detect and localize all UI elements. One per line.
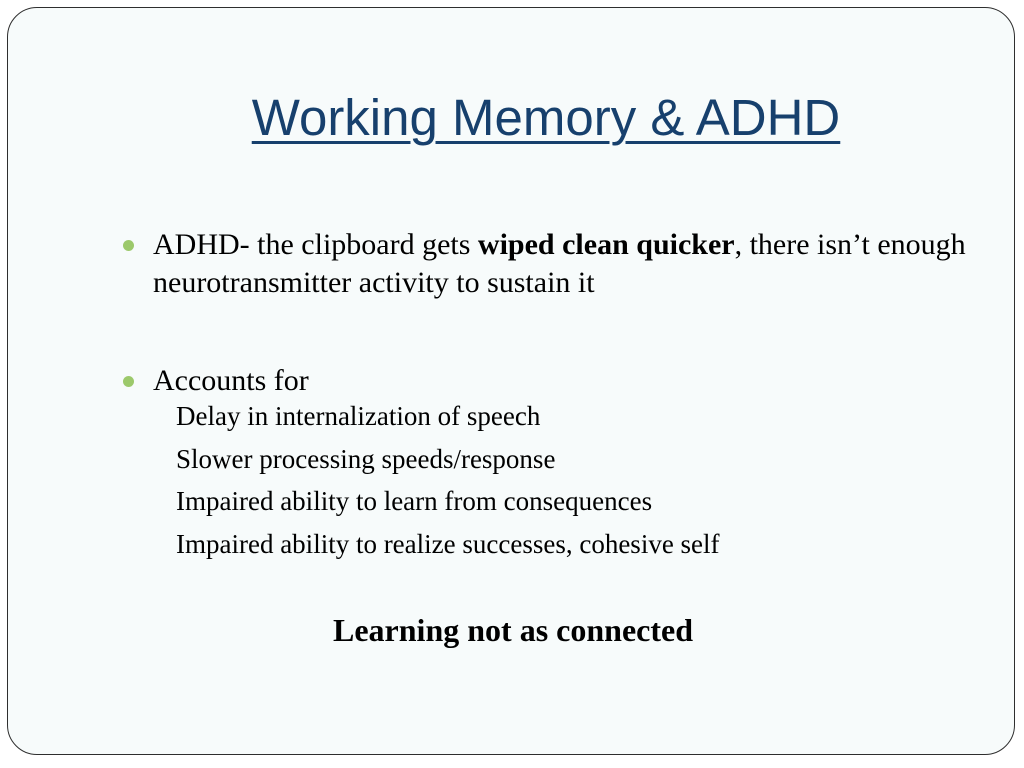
bullet-text: Accounts for [153,364,309,397]
bullet-bold-text: wiped clean quicker [477,228,735,261]
bullet-text-before: ADHD- the clipboard gets [153,228,478,261]
conclusion-text: Learning not as connected [333,612,693,648]
slide-title [8,88,1024,147]
slide-title-text: Working Memory & ADHD [251,89,841,146]
sub-item: Impaired ability to realize successes, cohesive self [176,529,720,559]
bullet-marker-icon [123,240,134,251]
bullet-item-accounts-for [153,362,983,400]
sub-item: Slower processing speeds/response [176,444,556,474]
sub-item: Impaired ability to learn from consequences [176,486,653,516]
bullet-item-clipboard [153,226,983,302]
bullet-marker-icon [123,376,134,387]
bullet-text-after: , there isn’t enough neurotransmitter activity to sustain it [153,228,966,299]
sub-item: Delay in internalization of speech [176,401,541,431]
